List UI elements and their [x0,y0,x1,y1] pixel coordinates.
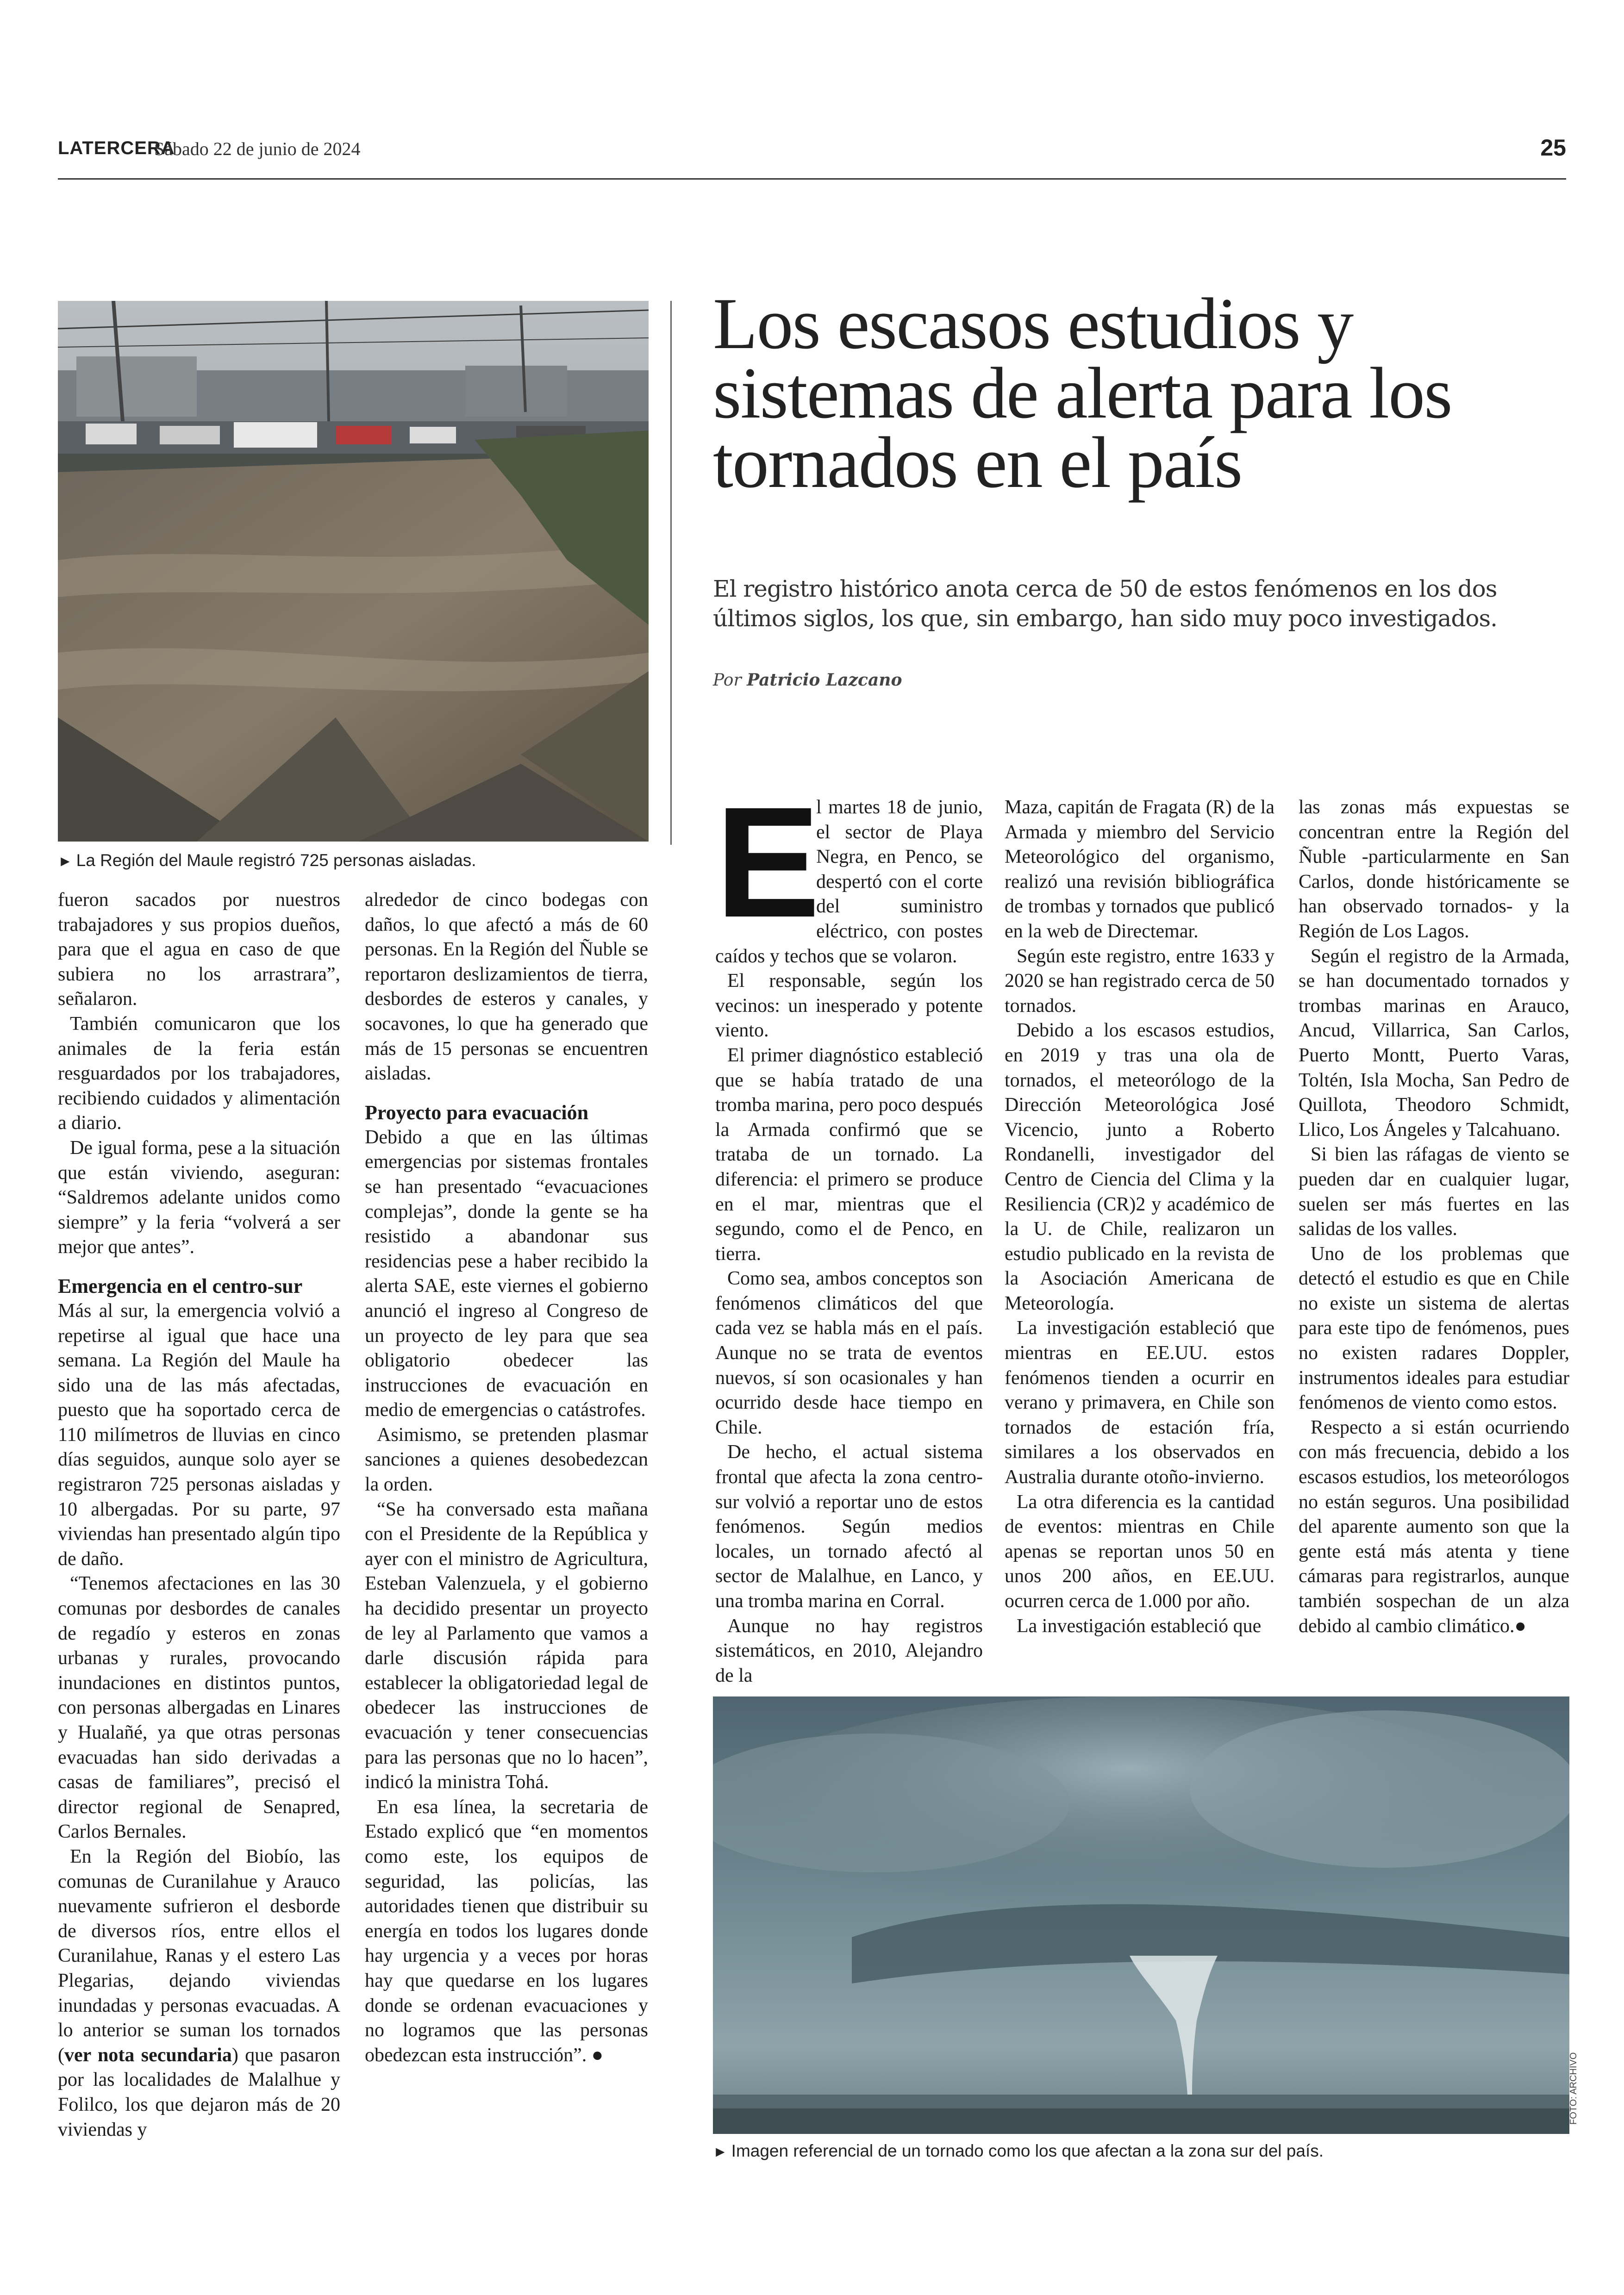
continuation-column-2 [365,888,648,2068]
paragraph-text: ) que pasaron por las localidades de Malalhue y Folilco, los que dejaron más de 20 viviendas y [58,2044,340,2140]
flood-photo-caption [58,851,649,870]
article-headline: Los escasos estudios y sistemas de alerta para los tornados en el país [713,283,1452,503]
paragraph: De igual forma, pese a la situación que están viviendo, aseguran: “Saldremos adelante unidos como siempre” y la feria “volverá a ser mejor que antes”. [58,1137,340,1258]
caption-marker-icon: ► [58,853,73,869]
paragraph: Según el registro de la Armada, se han documentado tornados y trombas marinas en Arauco, Ancud, Villarrica, San Carlos, Puerto Montt, Puerto Varas, Toltén, Isla Mocha, San Pedro de Quillota, Theodoro Schmidt, Llico, Los Ángeles y Talcahuano. [1299,945,1569,1141]
tornado-photo-caption [713,2141,1569,2161]
drop-cap: E [715,774,820,950]
paragraph: Uno de los problemas que detectó el estudio es que en Chile no existe un sistema de alertas para este tipo de fenómenos, pues no existen radares Doppler, instrumentos ideales para estudiar fenómenos de viento como estos. [1299,1243,1569,1414]
paragraph: La otra diferencia es la cantidad de eventos: mientras en Chile apenas se reportan unos 50 en unos 200 años, en EE.UU. ocurren cerca de 1.000 por año. [1005,1491,1274,1612]
photo-credit: FOTO: ARCHIVO [1568,2052,1579,2125]
continuation-column-1 [58,888,340,2142]
paragraph: Si bien las ráfagas de viento se pueden dar en cualquier lugar, suelen ser más fuertes en las salidas de los valles. [1299,1144,1569,1240]
caption-marker-icon: ► [713,2143,728,2160]
column-divider [670,301,672,845]
paragraph: También comunicaron que los animales de la feria están resguardados por los trabajadores, recibiendo cuidados y alimentación a diario. [58,1013,340,1134]
tornado-photo [713,1696,1569,2134]
flood-photo [58,301,649,842]
end-mark-icon: ● [1514,1615,1526,1637]
page-header [58,134,1566,180]
paragraph: De hecho, el actual sistema frontal que afecta la zona centro-sur volvió a reportar uno de estos fenómenos. Según medios locales, un tornado afectó al sector de Malalhue, en Lanco, y una tromba marina en Corral. [715,1441,983,1612]
paragraph: Según este registro, entre 1633 y 2020 se han registrado cerca de 50 tornados. [1005,945,1274,1017]
lead-text: l martes 18 de junio, el sector de Playa Negra, en Penco, se despertó con el corte del suministro eléctrico, con postes caídos y techos que se volaron. [715,797,983,967]
paragraph-text: En la Región del Biobío, las comunas de Curanilahue y Arauco nuevamente sufrieron el desborde de diversos ríos, entre ellos el Curanilahue, Ranas y el estero Las Plegarias, dejando viviendas inundadas y personas evacuadas. A lo anterior se suman los tornados ( [58,1846,340,2066]
article-column-1 [715,774,983,1688]
paragraph: Debido a que en las últimas emergencias por sistemas frontales se han presentado “evacuaciones complejas”, donde la gente se ha resistido a abandonar sus residencias pese a haber recibido la alerta SAE, este viernes el gobierno anunció el ingreso al Congreso de un proyecto de ley para que sea obligatorio obedecer las instrucciones de evacuación en medio de emergencias o catástrofes. [365,1126,648,1421]
paragraph: El responsable, según los vecinos: un inesperado y potente viento. [715,970,983,1041]
article-column-3 [1299,795,1569,1639]
byline-author: Patricio Lazcano [747,670,902,690]
flood-caption-text: La Región del Maule registró 725 personas aisladas. [76,851,476,870]
paragraph: Como sea, ambos conceptos son fenómenos climáticos del que cada vez se habla más en el país. Aunque no se trata de eventos nuevos, sí son ocasionales y han ocurrido desde hace tiempo en Chile. [715,1268,983,1438]
paragraph: Debido a los escasos estudios, en 2019 y tras una ola de tornados, el meteorólogo de la Dirección Meteorológica José Vicencio, junto a Roberto Rondanelli, investigador del Centro de Ciencia del Clima y la Resiliencia (CR)2 y académico de la U. de Chile, realizaron un estudio publicado en la revista de la Asociación Americana de Meteorología. [1005,1020,1274,1314]
paragraph: fueron sacados por nuestros trabajadores y sus propios dueños, para que el agua en caso de que subiera no los arrastrara”, señalaron. [58,889,340,1010]
page-number: 25 [1540,135,1566,161]
end-mark-icon: ● [591,2044,604,2066]
paragraph [365,1795,648,2068]
article-column-2 [1005,795,1274,1639]
paragraph: “Tenemos afectaciones en las 30 comunas por desbordes de canales de regadío y esteros en zonas urbanas y rurales, provocando inundaciones en distintos puntos, con personas albergadas en Linares y Hualañé, ya que otras personas evacuadas han sido derivadas a casas de familiares”, precisó el director regional de Senapred, Carlos Bernales. [58,1573,340,1843]
lead-paragraph [715,774,983,969]
paragraph: “Se ha conversado esta mañana con el Presidente de la República y ayer con el ministro de Agricultura, Esteban Valenzuela, y el gobierno ha decidido presentar un proyecto de ley al Parlamento que vamos a darle discusión rápida para establecer la obligatoriedad legal de obedecer las instrucciones de evacuación y tener consecuencias para las personas que no lo hacen”, indicó la ministra Tohá. [365,1498,648,1793]
issue-date: Sábado 22 de junio de 2024 [154,138,361,159]
cross-reference: ver nota secundaria [64,2044,232,2066]
paragraph-text: Respecto a si están ocurriendo con más frecuencia, debido a los escasos estudios, los meteorólogos no están seguros. Una posibilidad del aparente aumento son que la gente está más atenta y tiene cámaras para registrarlos, aunque también sospechan de un alza debido al cambio climático. [1299,1416,1569,1637]
paragraph: Más al sur, la emergencia volvió a repetirse al igual que hace una semana. La Región del Maule ha sido una de las más afectadas, puesto que ha soportado cerca de 110 milímetros de lluvias en cinco días seguidos, aunque solo ayer se registraron 725 personas aisladas y 10 albergadas. Por su parte, 97 viviendas han presentado algún tipo de daño. [58,1300,340,1570]
article-byline [713,670,902,690]
tornado-caption-text: Imagen referencial de un tornado como los que afectan a la zona sur del país. [731,2141,1324,2160]
byline-prefix: Por [713,671,742,690]
paragraph: La investigación estableció que mientras en EE.UU. estos fenómenos tienden a ocurrir en verano y primavera, en Chile son tornados de estación fría, similares a los observados en Australia durante otoño-invierno. [1005,1317,1274,1488]
subheading-emergencia: Emergencia en el centro-sur [58,1274,303,1297]
paragraph: alrededor de cinco bodegas con daños, lo que afectó a más de 60 personas. En la Región del Ñuble se reportaron deslizamientos de tierra, desbordes de esteros y canales, y socavones, lo que ha generado que más de 15 personas se encuentren aisladas. [365,889,648,1085]
paragraph: Maza, capitán de Fragata (R) de la Armada y miembro del Servicio Meteorológico del organismo, realizó una revisión bibliográfica de trombas y tornados que publicó en la web de Directemar. [1005,797,1274,942]
paragraph: Asimismo, se pretenden plasmar sanciones a quienes desobedezcan la orden. [365,1424,648,1496]
subheading-proyecto: Proyecto para evacuación [365,1101,589,1124]
paragraph-text: En esa línea, la secretaria de Estado explicó que “en momentos como este, los equipos de seguridad, las policías, las autoridades tienen que distribuir su energía en todos los lugares donde hay urgencia y a veces por horas hay que quedarse en los lugares donde se ordenan evacuaciones y no logramos que las personas obedezcan esta instrucción”. [365,1796,648,2066]
paragraph: las zonas más expuestas se concentran entre la Región del Ñuble -particularmente en San Carlos, donde históricamente se han observado tornados- y la Región de Los Lagos. [1299,797,1569,942]
paragraph: El primer diagnóstico estableció que se había tratado de una tromba marina, pero poco después la Armada confirmó que se trataba de un tornado. La diferencia: el primero se produce en el mar, mientras que el segundo, como el de Penco, en tierra. [715,1044,983,1265]
paragraph: Aunque no hay registros sistemáticos, en 2010, Alejandro de la [715,1615,983,1686]
article-standfirst: El registro histórico anota cerca de 50 de estos fenómenos en los dos últimos siglos, los que, sin embargo, han sido muy poco investigados. [713,575,1498,632]
paragraph: La investigación estableció que [1017,1615,1262,1637]
brand-logo: LATERCERA [58,138,175,158]
paragraph [1299,1416,1569,1639]
paragraph [58,1845,340,2142]
